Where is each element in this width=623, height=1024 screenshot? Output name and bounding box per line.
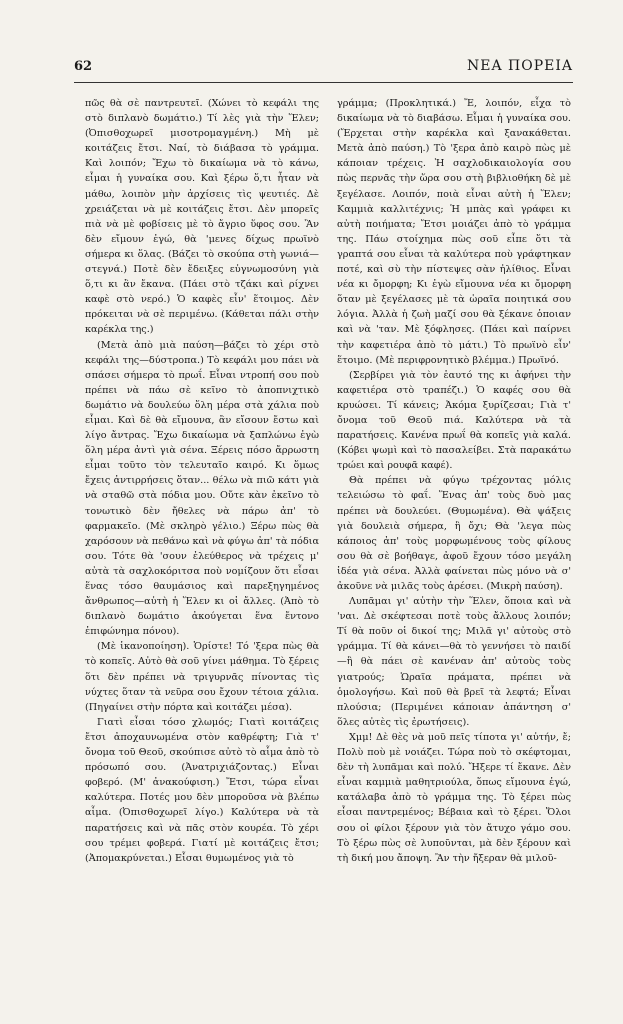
paragraph: Χμμ! Δὲ θὲς νὰ μοῦ πεῖς τίποτα γι' αὐτήν, ἔ; Πολὺ ποὺ μὲ νοιάζει. Τώρα ποὺ τὸ σκέφτομαι, δὲν τὴ λυπᾶμαι καὶ πολύ. Ἤξερε τί ἔκανε. Δὲν εἶναι καμμιὰ μαθητριούλα, ὅπως εἴμουνα ἐγώ, κατάλαβα ἀπὸ τὸ γράμμα της. Τὸ ξέρει πὼς εἶσαι παντρεμένος; Βέβαια καὶ τὸ ξέρει. Ὅλοι σου οἱ φίλοι ξέρουν γιὰ τὸν ἄτυχο γάμο σου. Τὸ ξέρω πὼς σὲ λυποῦνται, μὰ δὲν ξέρουν καὶ τὴ δική μου ἄποψη. Ἂν τὴν ἤξεραν θὰ μιλοῦ- [337,731,571,864]
right-column [337,96,571,1000]
paragraph: γράμμα; (Προκλητικά.) Ἔ, λοιπόν, εἶχα τὸ δικαίωμα νὰ τὸ διαβάσω. Εἶμαι ἡ γυναίκα σου. (Ἔρχεται στὴν καρέκλα καὶ ξανακάθεται. Μετὰ ἀπὸ παύση.) Τὸ 'ξερα ἀπὸ καιρὸ πὼς μὲ κάποιαν τρέχεις. Ἡ σαχλοδικαιολογία σου πὼς περνᾶς τὴν ὥρα σου στὴ βιβλιοθήκη δὲ μὲ ξεγέλασε. Λοιπόν, ποιὰ εἶναι αὐτὴ ἡ Ἕλεν; Καμμιὰ καλλιτέχνις; Ἡ μπὰς καὶ γράφει κι αὐτὴ ποιήματα; Ἔτσι μοιάζει ἀπὸ τὸ γράμμα της. Πάω στοίχημα πὼς σοῦ εἶπε ὅτι τὰ γραπτά σου εἶναι τὰ καλύτερα ποὺ γράφτηκαν ποτέ, καὶ σὺ τὴν πίστεψες σὰν ἠλίθιος. Εἶναι νέα κι ὄμορφη; Κι ἐγὼ εἴμουνα νέα κι ὄμορφη ὅταν μὲ ξεγέλασες μὲ τὰ ὡραῖα ποιητικά σου λόγια. Ἀλλὰ ἡ ζωὴ μαζί σου θὰ ξέκανε ὁποιαν καὶ νὰ 'ταν. Μὲ ξόφλησες. (Πάει καὶ παίρνει τὴν καφετιέρα ἀπὸ τὸ μάτι.) Τὸ πρωϊνὸ εἶν' ἕτοιμο. (Μὲ περιφρονητικὸ βλέμμα.) Πρωϊνό. [337,98,571,366]
running-title: ΝΕΑ ΠΟΡΕΙΑ [467,58,573,74]
header-rule [74,82,573,83]
paragraph: (Μὲ ἱκανοποίηση). Ὁρίστε! Τό 'ξερα πὼς θὰ τὸ κοπεῖς. Αὐτὸ θὰ σοῦ γίνει μάθημα. Τὸ ξέρεις ὅτι δὲν πρέπει νὰ τριγυρνᾶς πίνοντας τὶς νύχτες ὅταν τὰ νεῦρα σου ἔχουν τέτοια χάλια. (Πηγαίνει στὴν πόρτα καὶ κοιτάζει μέσα). [85,641,319,713]
paragraph: Θὰ πρέπει νὰ φύγω τρέχοντας μόλις τελειώσω τὸ φαΐ. Ἕνας ἀπ' τοὺς δυὸ μας πρέπει νὰ δουλεύει. (Θυμωμένα). Θὰ ψάξεις γιὰ δουλειὰ σήμερα, ἢ ὄχι; Θὰ 'λεγα πὼς κάποιος ἀπ' τοὺς μορφωμένους τοὺς φίλους σου θὰ σὲ βοήθαγε, ἀφοῦ ἔχουν τόσο μεγάλη ἰδέα γιὰ σένα. Ἀλλὰ φαίνεται πὼς μόνο νὰ σ' ἀκοῦνε νὰ μιλᾶς τοὺς ἀρέσει. (Μικρὴ παύση). [337,475,571,592]
paragraph: πῶς θὰ σὲ παντρευτεῖ. (Χώνει τὸ κεφάλι της στὸ διπλανὸ δωμάτιο.) Τί λὲς γιὰ τὴν Ἕλεν; (Ὀπισθοχωρεῖ μισοτρομαγμένη.) Μὴ μὲ κοιτάζεις ἔτσι. Ναί, τὸ διάβασα τὸ γράμμα. Καὶ λοιπόν; Ἔχω τὸ δικαίωμα νὰ τὸ κάνω, εἶμαι ἡ γυναίκα σου. Καὶ ξέρω ὅ,τι ἦταν νὰ μάθω, λοιπὸν μὴν ἀρχίσεις τὶς ψευτιές. Δὲ χρειάζεται νὰ μὲ κοιτάζεις ἔτσι. Δὲν μπορεῖς πιὰ νὰ μὲ φοβίσεις μὲ τὸ ἄγριο ὕφος σου. Ἂν δὲν εἴμουν ἐγώ, θὰ 'μενες δίχως πρωϊνὸ σήμερα κι ὅλας. (Βάζει τὸ σκούπα στὴ γωνιά—στεγνά.) Ποτὲ δὲν ἔδειξες εὐγνωμοσύνη γιὰ ὅ,τι κι ἂν ἔκανα. (Πάει στὸ τζάκι καὶ ρίχνει καφὲ στὸ νερό.) Ὁ καφὲς εἶν' ἕτοιμος. Δὲν πρόκειται νὰ σὲ περιμένω. (Κάθεται πάλι στὴν καρέκλα της.) [85,98,319,336]
page-number: 62 [74,59,93,74]
paragraph: (Μετὰ ἀπὸ μιὰ παύση—βάζει τὸ χέρι στὸ κεφάλι της—δύστροπα.) Τὸ κεφάλι μου πάει νὰ σπάσει σήμερα τὸ πρωΐ. Εἶναι ντροπή σου ποὺ πρέπει νὰ πάω σὲ κεῖνο τὸ ἀποπνιχτικὸ δωμάτιο νὰ δουλεύω ὅλη μέρα στὰ χάλια ποὺ εἶμαι. Καὶ δὲ θὰ εἴμουνα, ἂν εἴσουν ἔστω καὶ λίγο ἄντρας. Ἔχω δικαίωμα νὰ ξαπλώνω ἐγὼ ὅλη μέρα ἀντὶ γιὰ σένα. Ξέρεις πόσο ἄρρωστη εἶμαι τοῦτο τὸν τελευταῖο καιρό. Κι ὅμως ἔχεις ἀντιρρήσεις ὅταν... θέλω νὰ πιῶ κάτι γιὰ νὰ σταθῶ στὰ πόδια μου. Οὔτε κὰν ἐκεῖνο τὸ τονωτικὸ δὲν ἤθελες νὰ πάρω ἀπ' τὸ φαρμακεῖο. (Μὲ σκληρὸ γέλιο.) Ξέρω πὼς θὰ χαρόσουν νὰ πεθάνω καὶ νὰ φύγω ἀπ' τὰ πόδια σου. Τότε θὰ 'σουν ἐλεύθερος νὰ τρέχεις μ' αὐτὰ τὰ σαχλοκόριτσα ποὺ νομίζουν ὅτι εἶσαι ἕνας τόσο θαυμάσιος καὶ παρεξηγημένος ἄνθρωπος—αὐτὴ ἡ Ἕλεν κι οἱ ἄλλες. (Ἀπὸ τὸ διπλανὸ δωμάτιο ἀκούγεται ἕνα ἔντονο ἐπιφώνημα πόνου). [85,339,319,638]
page-header [74,58,573,78]
paragraph: (Σερβίρει γιὰ τὸν ἑαυτό της κι ἀφήνει τὴν καφετιέρα στὸ τραπέζι.) Ὁ καφές σου θὰ κρυώσει. Τί κάνεις; Ἀκόμα ξυρίζεσαι; Γιὰ τ' ὄνομα τοῦ Θεοῦ πιά. Καλύτερα νὰ τὰ παρατήσεις. Κανένα πρωΐ θὰ κοπεῖς γιὰ καλά. (Κόβει ψωμὶ καὶ τὸ πασαλείβει. Στὰ παρακάτω τρώει καὶ ρουφᾶ καφέ). [337,369,571,472]
paragraph: Γιατὶ εἶσαι τόσο χλωμός; Γιατὶ κοιτάζεις ἔτσι ἀποχαυνωμένα στὸν καθρέφτη; Γιὰ τ' ὄνομα τοῦ Θεοῦ, σκούπισε αὐτὸ τὸ αἷμα ἀπὸ τὸ πρόσωπό σου. (Ἀνατριχιάζοντας.) Εἶναι φοβερό. (Μ' ἀνακούφιση.) Ἔτσι, τώρα εἶναι καλύτερα. Ποτές μου δὲν μποροῦσα νὰ βλέπω αἷμα. (Ὀπισθοχωρεῖ λίγο.) Καλύτερα νὰ τὰ παρατήσεις καὶ νὰ πᾶς στὸν κουρέα. Τὸ χέρι σου τρέμει φοβερά. Γιατί μὲ κοιτάζεις ἔτσι; (Ἀπομακρύνεται.) Εἶσαι θυμωμένος γιὰ τὸ [85,716,319,864]
paragraph: Λυπᾶμαι γι' αὐτὴν τὴν Ἕλεν, ὅποια καὶ νὰ 'ναι. Δὲ σκέφτεσαι ποτὲ τοὺς ἄλλους λοιπόν; Τί θὰ ποῦν οἱ δικοί της; Μιλᾶ γι' αὐτοὺς στὸ γράμμα. Τί θὰ κάνει—θὰ τὸ γεννήσει τὸ παιδί—ἢ θὰ πάει σὲ κανέναν ἀπ' αὐτοὺς τοὺς γιατρούς; Ὡραῖα πράματα, πρέπει νὰ ὁμολογήσω. Καὶ ποῦ θὰ βρεῖ τὰ λεφτά; Εἶναι πλούσια; (Περιμένει κάποιαν ἀπάντηση σ' ὅλες αὐτὲς τὶς ἐρωτήσεις). [337,596,571,728]
text-columns [85,96,571,1000]
left-column [85,96,319,1000]
